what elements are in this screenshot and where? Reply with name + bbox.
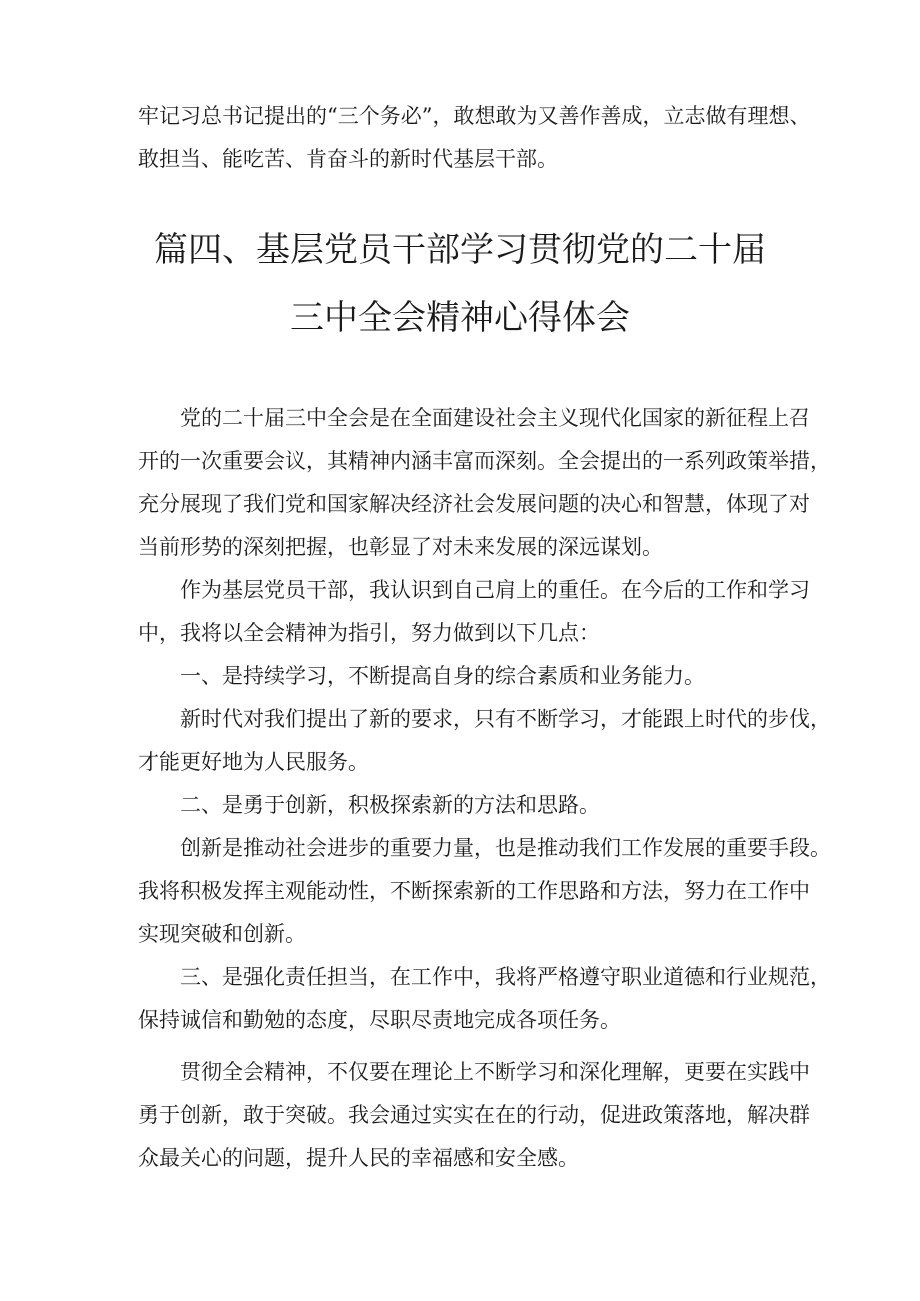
point-3-line-2: 保持诚信和勤勉的态度，尽职尽责地完成各项任务。 bbox=[138, 1008, 621, 1032]
paragraph-6-line-3: 实现突破和创新。 bbox=[138, 922, 306, 946]
paragraph-1-line-2: 开的一次重要会议，其精神内涵丰富而深刻。全会提出的一系列政策举措， bbox=[138, 449, 831, 473]
paragraph-1-line-1: 党的二十届三中全会是在全面建设社会主义现代化国家的新征程上召 bbox=[180, 406, 810, 430]
point-1-heading: 一、是持续学习，不断提高自身的综合素质和业务能力。 bbox=[180, 664, 705, 688]
paragraph-8-line-2: 勇于创新，敢于突破。我会通过实实在在的行动，促进政策落地，解决群 bbox=[138, 1103, 810, 1127]
paragraph-6-line-1: 创新是推动社会进步的重要力量，也是推动我们工作发展的重要手段。 bbox=[180, 836, 831, 860]
point-3-line-1: 三、是强化责任担当，在工作中，我将严格遵守职业道德和行业规范， bbox=[180, 965, 831, 989]
section-title-line-2: 三中全会精神心得体会 bbox=[290, 298, 630, 338]
paragraph-4-line-2: 才能更好地为人民服务。 bbox=[138, 750, 369, 774]
paragraph-4-line-1: 新时代对我们提出了新的要求，只有不断学习，才能跟上时代的步伐， bbox=[180, 707, 831, 731]
paragraph-1-line-4: 当前形势的深刻把握，也彰显了对未来发展的深远谋划。 bbox=[138, 535, 663, 559]
paragraph-8-line-1: 贯彻全会精神，不仅要在理论上不断学习和深化理解，更要在实践中 bbox=[180, 1060, 810, 1084]
intro-line-2: 敢担当、能吃苦、肯奋斗的新时代基层干部。 bbox=[138, 147, 558, 171]
paragraph-2-line-1: 作为基层党员干部，我认识到自己肩上的重任。在今后的工作和学习 bbox=[180, 578, 810, 602]
paragraph-8-line-3: 众最关心的问题，提升人民的幸福感和安全感。 bbox=[138, 1146, 579, 1170]
point-2-heading: 二、是勇于创新，积极探索新的方法和思路。 bbox=[180, 793, 600, 817]
paragraph-2-line-2: 中，我将以全会精神为指引，努力做到以下几点： bbox=[138, 621, 600, 645]
paragraph-6-line-2: 我将积极发挥主观能动性，不断探索新的工作思路和方法，努力在工作中 bbox=[138, 879, 810, 903]
paragraph-1-line-3: 充分展现了我们党和国家解决经济社会发展问题的决心和智慧，体现了对 bbox=[138, 492, 810, 516]
intro-line-1: 牢记习总书记提出的“三个务必”，敢想敢为又善作善成，立志做有理想、 bbox=[138, 104, 811, 128]
section-title-line-1: 篇四、基层党员干部学习贯彻党的二十届 bbox=[154, 230, 766, 270]
